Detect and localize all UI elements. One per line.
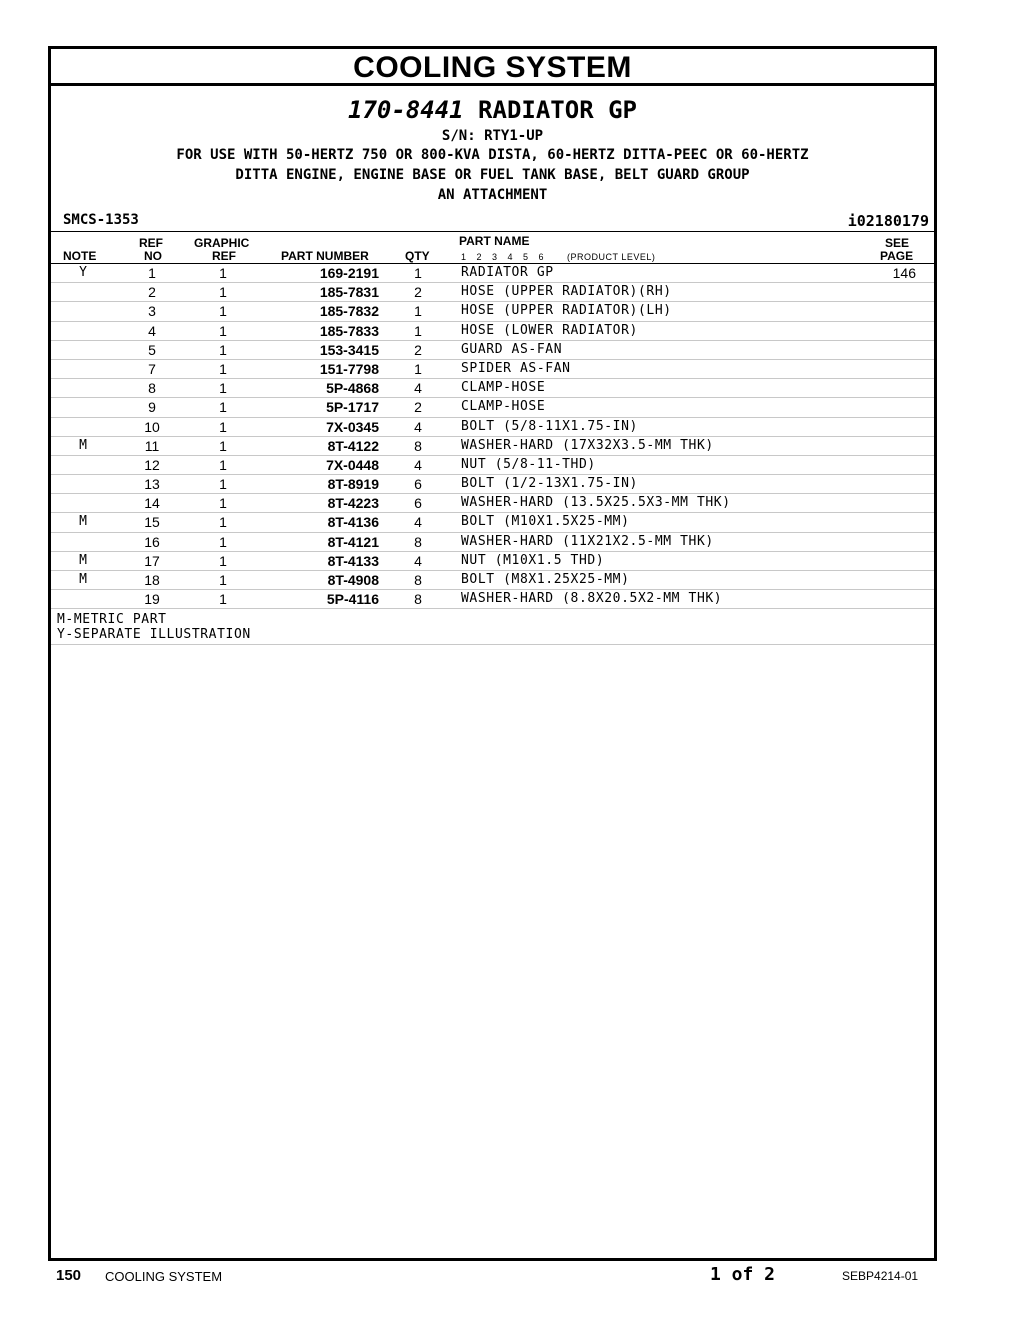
row-part-number: 5P-4868 <box>326 380 379 397</box>
row-graphic-ref: 1 <box>219 418 227 435</box>
table-row <box>51 379 934 398</box>
row-graphic-ref: 1 <box>219 495 227 512</box>
row-graphic-ref: 1 <box>219 514 227 531</box>
row-ref-no: 18 <box>144 572 160 588</box>
row-ref-no: 7 <box>148 360 156 377</box>
table-row <box>51 283 934 302</box>
table-header <box>51 231 934 264</box>
attachment-label: AN ATTACHMENT <box>437 187 548 203</box>
col-note: NOTE <box>63 249 97 263</box>
row-qty: 8 <box>414 437 422 454</box>
table-row <box>51 360 934 379</box>
row-ref-no: 12 <box>144 456 160 473</box>
table-row <box>51 571 934 590</box>
row-qty: 6 <box>414 495 422 512</box>
row-part-name: BOLT (5/8-11X1.75-IN) <box>461 418 638 434</box>
row-part-number: 5P-1717 <box>326 399 379 416</box>
table-row <box>51 513 934 532</box>
col-ref-top: REF <box>139 236 163 250</box>
group-part-number: 170-8441 <box>348 96 464 124</box>
row-ref-no: 19 <box>144 591 160 608</box>
row-part-number: 8T-4121 <box>327 533 379 550</box>
row-part-name: GUARD AS-FAN <box>461 341 563 357</box>
group-name: RADIATOR GP <box>478 96 637 124</box>
usage-line-1: FOR USE WITH 50-HERTZ 750 OR 800-KVA DISTA, 60-HERTZ DITTA-PEEC OR 60-HERTZ <box>176 147 809 163</box>
row-note: M <box>79 552 87 568</box>
row-qty: 2 <box>414 341 422 358</box>
row-graphic-ref: 1 <box>219 360 227 377</box>
group-header <box>51 86 934 231</box>
table-row <box>51 418 934 437</box>
group-title <box>51 86 934 124</box>
col-part-number: PART NUMBER <box>281 249 369 263</box>
table-row <box>51 475 934 494</box>
row-part-name: CLAMP-HOSE <box>461 399 546 415</box>
table-row <box>51 437 934 456</box>
row-qty: 1 <box>414 303 422 320</box>
row-qty: 1 <box>414 322 422 339</box>
row-graphic-ref: 1 <box>219 380 227 397</box>
row-graphic-ref: 1 <box>219 399 227 416</box>
row-qty: 4 <box>414 456 422 473</box>
row-qty: 4 <box>414 514 422 531</box>
row-part-name: HOSE (UPPER RADIATOR)(LH) <box>461 303 672 319</box>
row-graphic-ref: 1 <box>219 322 227 339</box>
table-row <box>51 533 934 552</box>
row-qty: 8 <box>414 591 422 608</box>
row-part-number: 8T-8919 <box>327 476 379 493</box>
col-graphic-bottom: REF <box>212 249 236 263</box>
smcs-code: SMCS-1353 <box>63 212 139 228</box>
parts-table-body <box>51 264 934 609</box>
table-row <box>51 398 934 417</box>
row-qty: 4 <box>414 418 422 435</box>
col-graphic-top: GRAPHIC <box>194 236 250 250</box>
parts-page-frame <box>48 46 937 1261</box>
row-qty: 1 <box>414 265 422 281</box>
row-qty: 8 <box>414 533 422 550</box>
row-part-name: WASHER-HARD (13.5X25.5X3-MM THK) <box>461 495 731 511</box>
row-qty: 6 <box>414 476 422 493</box>
row-part-number: 8T-4133 <box>327 552 379 569</box>
illustration-id: i02180179 <box>847 212 929 230</box>
row-ref-no: 10 <box>144 418 160 435</box>
row-part-number: 153-3415 <box>319 341 379 358</box>
row-part-number: 185-7833 <box>319 322 379 339</box>
document-id: SEBP4214-01 <box>842 1269 919 1283</box>
row-graphic-ref: 1 <box>219 303 227 320</box>
row-graphic-ref: 1 <box>219 437 227 454</box>
row-part-number: 8T-4908 <box>327 572 379 588</box>
row-part-name: NUT (5/8-11-THD) <box>461 456 596 472</box>
row-graphic-ref: 1 <box>219 456 227 473</box>
section-title: COOLING SYSTEM <box>51 49 934 86</box>
row-graphic-ref: 1 <box>219 591 227 608</box>
row-part-number: 8T-4223 <box>327 495 379 512</box>
row-part-number: 169-2191 <box>319 265 379 281</box>
row-part-name: WASHER-HARD (11X21X2.5-MM THK) <box>461 533 714 549</box>
row-qty: 4 <box>414 552 422 569</box>
row-ref-no: 4 <box>148 322 156 339</box>
row-graphic-ref: 1 <box>219 533 227 550</box>
row-ref-no: 13 <box>144 476 160 493</box>
row-part-number: 5P-4116 <box>326 591 379 608</box>
row-part-name: BOLT (M10X1.5X25-MM) <box>461 514 630 530</box>
row-qty: 8 <box>414 572 422 588</box>
row-part-number: 185-7832 <box>319 303 379 320</box>
col-part-name: PART NAME <box>459 234 530 248</box>
row-graphic-ref: 1 <box>219 476 227 493</box>
row-part-name: HOSE (UPPER RADIATOR)(RH) <box>461 284 672 300</box>
row-ref-no: 8 <box>148 380 156 397</box>
row-graphic-ref: 1 <box>219 341 227 358</box>
col-qty: QTY <box>405 249 430 263</box>
table-row <box>51 494 934 513</box>
row-graphic-ref: 1 <box>219 552 227 569</box>
page-footer <box>0 1265 1020 1289</box>
row-qty: 1 <box>414 360 422 377</box>
row-part-name: BOLT (M8X1.25X25-MM) <box>461 572 630 587</box>
row-ref-no: 5 <box>148 341 156 358</box>
row-ref-no: 16 <box>144 533 160 550</box>
row-ref-no: 3 <box>148 303 156 320</box>
table-row <box>51 264 934 283</box>
col-product-level: (PRODUCT LEVEL) <box>567 252 656 262</box>
row-qty: 2 <box>414 399 422 416</box>
row-part-name: BOLT (1/2-13X1.75-IN) <box>461 476 638 492</box>
row-part-name: SPIDER AS-FAN <box>461 360 571 376</box>
row-note: M <box>79 572 87 587</box>
row-ref-no: 15 <box>144 514 160 531</box>
row-part-name: HOSE (LOWER RADIATOR) <box>461 322 638 338</box>
col-see-bottom: PAGE <box>880 249 914 263</box>
col-see-top: SEE <box>885 236 910 250</box>
row-part-number: 151-7798 <box>319 360 379 377</box>
row-part-name: RADIATOR GP <box>461 265 554 280</box>
row-part-number: 8T-4136 <box>327 514 379 531</box>
col-ref-bottom: NO <box>144 249 162 263</box>
page-count: 1 of 2 <box>710 1264 776 1285</box>
row-part-name: CLAMP-HOSE <box>461 380 546 396</box>
row-graphic-ref: 1 <box>219 265 227 281</box>
row-part-number: 7X-0448 <box>326 456 379 473</box>
row-graphic-ref: 1 <box>219 284 227 301</box>
row-ref-no: 11 <box>144 437 160 454</box>
row-qty: 4 <box>414 380 422 397</box>
note-separate-illustration: Y-SEPARATE ILLUSTRATION <box>57 627 251 643</box>
table-row <box>51 456 934 475</box>
row-ref-no: 9 <box>148 399 156 416</box>
table-row <box>51 302 934 321</box>
table-row <box>51 322 934 341</box>
row-part-number: 8T-4122 <box>327 437 379 454</box>
row-graphic-ref: 1 <box>219 572 227 588</box>
row-ref-no: 2 <box>148 284 156 301</box>
usage-line-2: DITTA ENGINE, ENGINE BASE OR FUEL TANK BASE, BELT GUARD GROUP <box>235 167 750 183</box>
row-part-number: 185-7831 <box>319 284 379 301</box>
row-qty: 2 <box>414 284 422 301</box>
row-ref-no: 14 <box>144 495 160 512</box>
row-see-page: 146 <box>892 265 916 281</box>
row-ref-no: 1 <box>148 265 156 281</box>
row-part-name: WASHER-HARD (17X32X3.5-MM THK) <box>461 437 714 453</box>
footer-section: COOLING SYSTEM <box>105 1269 223 1284</box>
row-note: M <box>79 437 87 453</box>
note-metric: M-METRIC PART <box>57 612 167 628</box>
table-row <box>51 590 934 609</box>
table-row <box>51 341 934 360</box>
row-ref-no: 17 <box>144 552 160 569</box>
row-note: M <box>79 514 87 530</box>
row-note: Y <box>79 265 87 280</box>
row-part-name: NUT (M10X1.5 THD) <box>461 552 605 568</box>
row-part-name: WASHER-HARD (8.8X20.5X2-MM THK) <box>461 591 723 607</box>
row-part-number: 7X-0345 <box>326 418 379 435</box>
col-levels: 1 2 3 4 5 6 <box>461 252 545 262</box>
serial-number: S/N: RTY1-UP <box>441 128 544 144</box>
notes-block <box>51 609 934 645</box>
page-number: 150 <box>56 1267 82 1284</box>
table-row <box>51 552 934 571</box>
